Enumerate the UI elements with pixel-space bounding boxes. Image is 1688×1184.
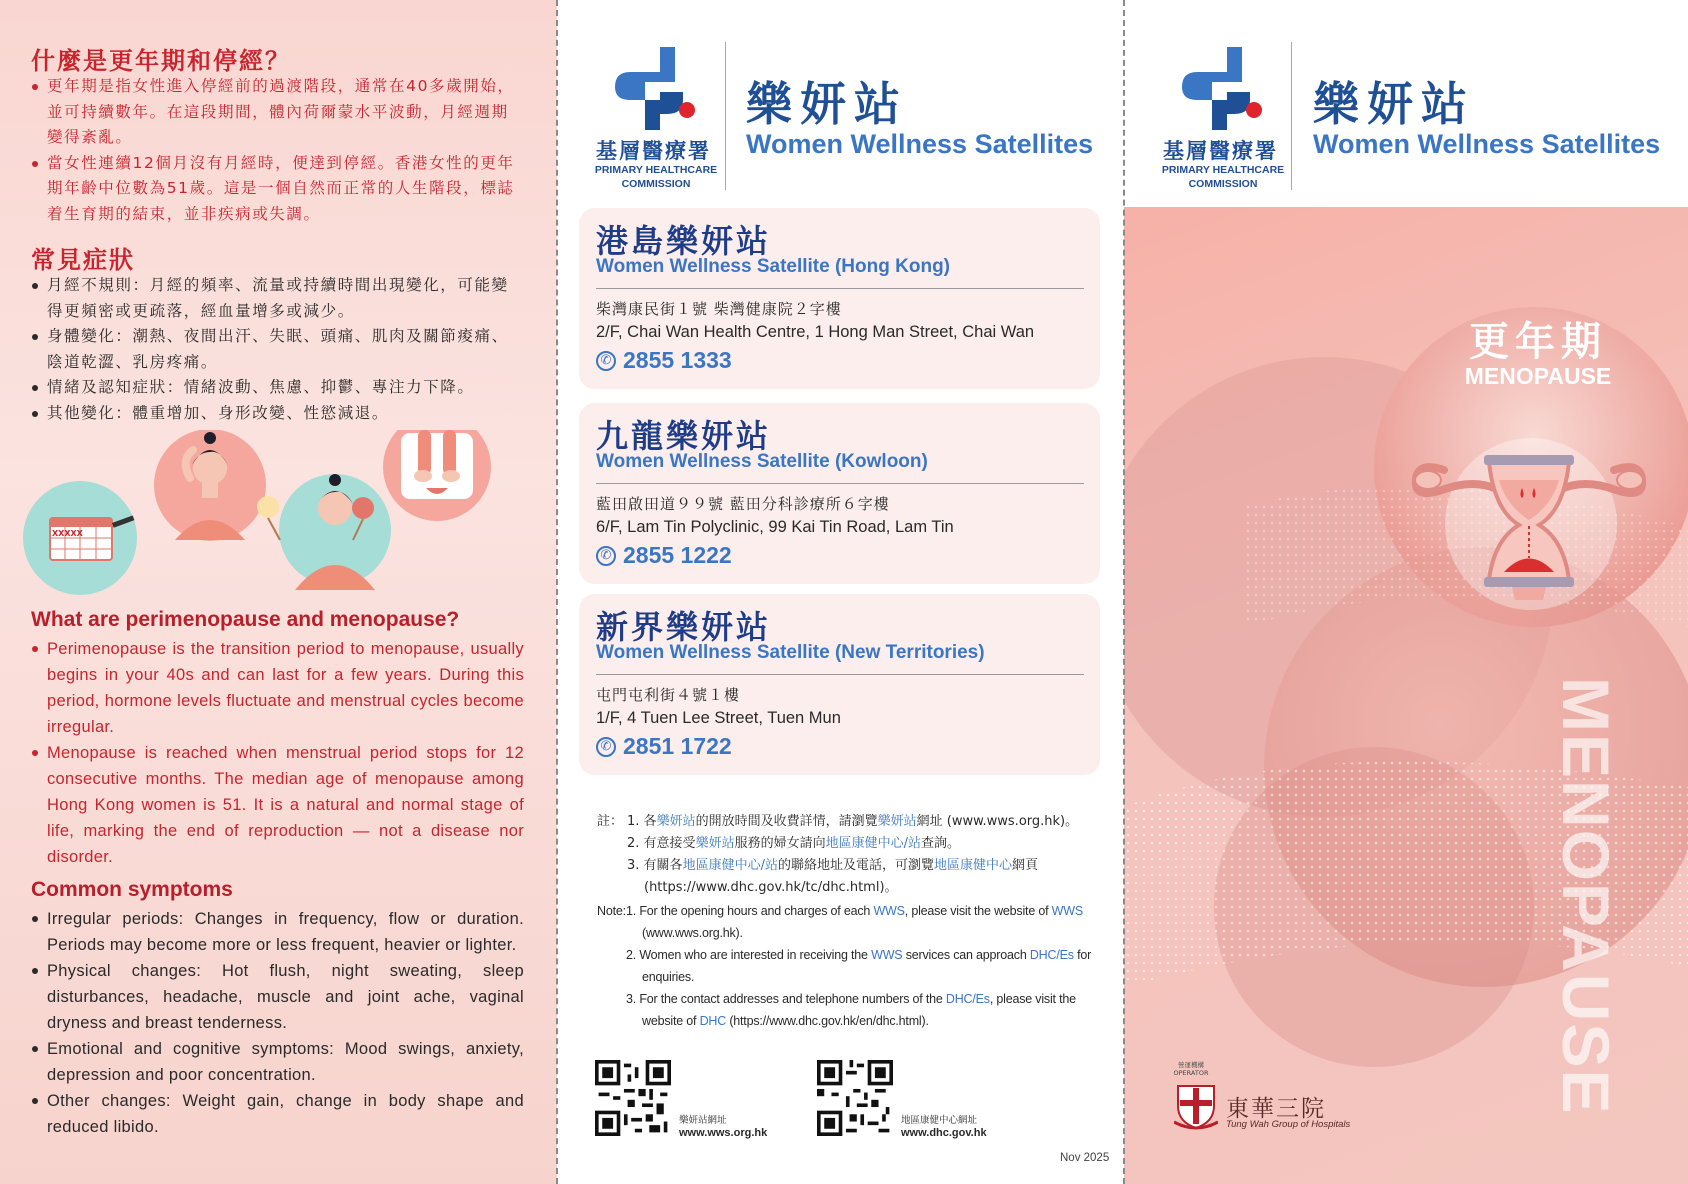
qr-label-dhc: 地區康健中心網址 www.dhc.gov.hk — [901, 1115, 987, 1139]
notes-prefix-cn: 註： — [597, 814, 624, 829]
fold-line — [556, 0, 558, 1184]
phc-name-cn: 基層醫療署 — [596, 139, 711, 163]
satellite-name-en: Women Wellness Satellite (Kowloon) — [596, 451, 928, 472]
note-cn-3: 3. 有關各地區康健中心/站的聯絡地址及電話，可瀏覽地區康健中心網頁 — [627, 858, 1038, 873]
phc-name-en: PRIMARY HEALTHCARE COMMISSION — [1161, 164, 1285, 190]
satellite-name-cn: 新界樂妍站 — [596, 608, 772, 646]
qr-code-dhc-icon[interactable] — [817, 1060, 893, 1136]
address-en: 1/F, 4 Tuen Lee Street, Tuen Mun — [596, 709, 841, 727]
satellite-card-new-territories — [579, 594, 1100, 775]
note-en-3: 3. For the contact addresses and telephone numbers of the DHC/Es, please visit the — [626, 992, 1076, 1006]
phone-number[interactable]: 2855 1333 — [623, 347, 732, 373]
divider — [596, 483, 1084, 484]
logo-divider — [1291, 42, 1292, 190]
heading-what-is-menopause-cn: 什麼是更年期和停經？ — [31, 47, 291, 75]
satellite-card-kowloon — [579, 403, 1100, 584]
issue-date: Nov 2025 — [1060, 1152, 1110, 1164]
phc-name-en: PRIMARY HEALTHCARE COMMISSION — [594, 164, 718, 190]
calendar-illustration — [23, 481, 137, 595]
list-item: 身體變化：潮熱、夜間出汗、失眠、頭痛、肌肉及關節痠痛、陰道乾澀、乳房疼痛。 — [30, 324, 524, 375]
address-cn: 柴灣康民街１號 柴灣健康院２字樓 — [596, 300, 842, 318]
list-item: Perimenopause is the transition period to menopause, usually begins in your 40s and can last for a few years. During this period, hormone levels fluctuate and menstrual cycles become irregular. — [30, 636, 524, 740]
address-en: 6/F, Lam Tin Polyclinic, 99 Kai Tin Road, Lam Tin — [596, 518, 954, 536]
list-definition-cn — [30, 74, 524, 227]
phone-number[interactable]: 2851 1722 — [623, 733, 732, 759]
twgh-crest-icon — [1174, 1082, 1218, 1130]
phone-icon: ✆ — [596, 546, 616, 566]
qr-code-wws-icon[interactable] — [595, 1060, 671, 1136]
panel-info — [0, 0, 557, 1184]
phone-row[interactable] — [596, 347, 732, 374]
brand-name-cn: 樂妍站 — [1313, 77, 1475, 131]
phc-name-cn: 基層醫療署 — [1163, 139, 1278, 163]
brand-name-cn: 樂妍站 — [746, 77, 908, 131]
list-item: 情緒及認知症狀：情緒波動、焦慮、抑鬱、專注力下降。 — [30, 375, 524, 401]
note-en-1-url: (www.wws.org.hk). — [642, 926, 743, 940]
weight-scale-illustration — [383, 430, 491, 521]
heading-symptoms-en: Common symptoms — [31, 878, 233, 901]
qr-label-wws: 樂妍站網址 www.wws.org.hk — [679, 1115, 768, 1139]
list-item: 更年期是指女性進入停經前的過渡階段，通常在40多歲開始，並可持續數年。在這段期間，體內荷爾蒙水平波動，月經週期變得紊亂。 — [30, 74, 524, 151]
phc-logo-icon — [1172, 42, 1262, 132]
twgh-name-en: Tung Wah Group of Hospitals — [1226, 1119, 1351, 1130]
mood-swing-woman-illustration — [257, 474, 391, 590]
satellite-card-hong-kong — [579, 208, 1100, 389]
address-en: 2/F, Chai Wan Health Centre, 1 Hong Man Street, Chai Wan — [596, 323, 1035, 341]
uterus-hourglass-icon — [1404, 440, 1654, 600]
satellite-name-cn: 九龍樂妍站 — [596, 417, 772, 455]
brand-name-en: Women Wellness Satellites — [1313, 129, 1661, 159]
note-en-1: 1. For the opening hours and charges of each WWS, please visit the website of WWS — [626, 904, 1083, 918]
twgh-name-cn: 東華三院 — [1226, 1096, 1326, 1122]
note-cn-2: 2. 有意接受樂妍站服務的婦女請向地區康健中心/站查詢。 — [627, 836, 960, 851]
heading-symptoms-cn: 常見症狀 — [31, 246, 135, 274]
satellite-name-en: Women Wellness Satellite (Hong Kong) — [596, 256, 950, 277]
list-item: 當女性連續12個月沒有月經時，便達到停經。香港女性的更年期年齡中位數為51歲。這是一個自然而正常的人生階段，標誌着生育期的結束，並非疾病或失調。 — [30, 151, 524, 228]
fold-line — [1123, 0, 1125, 1184]
note-en-2-cont: enquiries. — [642, 970, 695, 984]
notes-prefix-en: Note: — [597, 904, 626, 918]
symptoms-illustration — [20, 430, 540, 600]
phc-logo-icon — [605, 42, 695, 132]
satellite-name-en: Women Wellness Satellite (New Territories) — [596, 642, 985, 663]
list-item: Other changes: Weight gain, change in body shape and reduced libido. — [30, 1088, 524, 1140]
list-item: 月經不規則：月經的頻率、流量或持續時間出現變化，可能變得更頻密或更疏落，經血量增多或減少。 — [30, 273, 524, 324]
heading-what-is-menopause-en: What are perimenopause and menopause? — [31, 608, 460, 631]
divider — [596, 674, 1084, 675]
address-cn: 藍田啟田道９９號 藍田分科診療所６字樓 — [596, 495, 890, 513]
note-en-3-cont: website of DHC (https://www.dhc.gov.hk/en/dhc.html). — [642, 1014, 929, 1028]
list-item: Menopause is reached when menstrual period stops for 12 consecutive months. The median age of menopause among Hong Kong women is 51. It is a natural and normal stage of life, marking the end of reproduction — not a disease nor disorder. — [30, 740, 524, 870]
panel-satellites — [557, 0, 1124, 1184]
panel-cover — [1124, 0, 1688, 1184]
phone-number[interactable]: 2855 1222 — [623, 542, 732, 568]
svg-text:XXXXX: XXXXX — [52, 529, 83, 538]
list-definition-en — [30, 636, 524, 870]
cover-vertical-text: MENOPAUSE — [1549, 677, 1623, 1116]
list-item: 其他變化：體重增加、身形改變、性慾減退。 — [30, 401, 524, 427]
phone-row[interactable] — [596, 733, 732, 760]
phone-icon: ✆ — [596, 737, 616, 757]
note-cn-1: 1. 各樂妍站的開放時間及收費詳情，請瀏覽樂妍站網址 (www.wws.org.hk)。 — [627, 814, 1079, 829]
list-item: Emotional and cognitive symptoms: Mood swings, anxiety, depression and poor concentration. — [30, 1036, 524, 1088]
note-en-2: 2. Women who are interested in receiving the WWS services can approach DHC/Es for — [626, 948, 1092, 962]
phone-row[interactable] — [596, 542, 732, 569]
note-cn-3-url: (https://www.dhc.gov.hk/tc/dhc.html)。 — [644, 880, 898, 895]
list-symptoms-cn — [30, 273, 524, 426]
cover-artwork — [1124, 207, 1688, 1184]
list-item: Irregular periods: Changes in frequency, flow or duration. Periods may become more or less frequent, heavier or lighter. — [30, 906, 524, 958]
address-cn: 屯門屯利街４號１樓 — [596, 686, 741, 704]
logo-divider — [725, 42, 726, 190]
phone-icon: ✆ — [596, 351, 616, 371]
brand-name-en: Women Wellness Satellites — [746, 129, 1094, 159]
divider — [596, 288, 1084, 289]
cover-title-cn: 更年期 — [1469, 319, 1607, 365]
satellite-name-cn: 港島樂妍站 — [596, 222, 772, 260]
list-symptoms-en — [30, 906, 524, 1140]
cover-title-en: MENOPAUSE — [1464, 363, 1612, 389]
operator-label: 營運機構 OPERATOR — [1173, 1061, 1209, 1077]
headache-woman-illustration — [154, 430, 266, 541]
list-item: Physical changes: Hot flush, night sweating, sleep disturbances, headache, muscle and joint ache, vaginal dryness and breast tenderness. — [30, 958, 524, 1036]
notes-section — [597, 810, 1107, 1030]
